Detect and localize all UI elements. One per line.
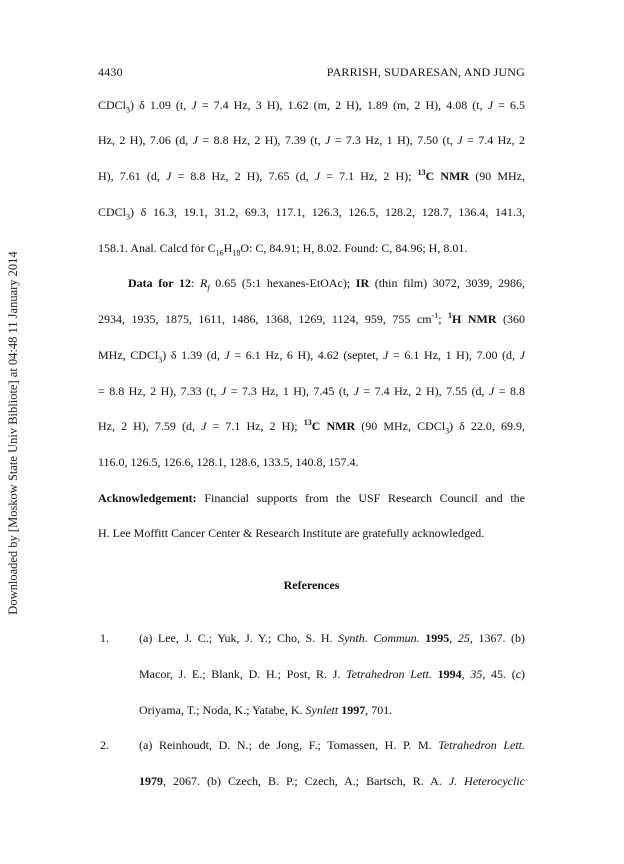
- text-line: MHz, CDCl$_3$) δ 1.39 (d, J = 6.1 Hz, 6 H), 4.62 (septet, J = 6.1 Hz, 1 H), 7.00 (d, J: [98, 348, 525, 364]
- running-head: PARRISH, SUDARESAN, AND JUNG: [326, 65, 525, 79]
- reference-line: Oriyama, T.; Noda, K.; Yatabe, K. Synlett 1997, 701.: [139, 703, 393, 717]
- text-line: 116.0, 126.5, 126.6, 128.1, 128.6, 133.5, 140.8, 157.4.: [98, 455, 359, 469]
- data-12-heading-line: Data for 12: $R_f$ 0.65 (5:1 hexanes-EtOAc); IR (thin film) 3072, 3039, 2986,: [128, 276, 525, 292]
- text-line: CDCl$_3$) δ 16.3, 19.1, 31.2, 69.3, 117.1, 126.3, 126.5, 128.2, 128.7, 136.4, 141.3,: [98, 205, 525, 221]
- acknowledgement-line: H. Lee Moffitt Cancer Center & Research Institute are gratefully acknowledged.: [98, 526, 485, 540]
- reference-number: 2.: [100, 738, 109, 752]
- acknowledgement-line: Acknowledgement: Financial supports from the USF Research Council and the: [98, 491, 525, 505]
- reference-line: (a) Reinhoudt, D. N.; de Jong, F.; Tomassen, H. P. M. Tetrahedron Lett.: [139, 738, 525, 752]
- references-heading: References: [283, 578, 340, 592]
- text-line: H), 7.61 (d, J = 8.8 Hz, 2 H), 7.65 (d, J = 7.1 Hz, 2 H); $^{13}$C NMR (90 MHz,: [98, 168, 525, 183]
- reference-line: 1979, 2067. (b) Czech, B. P.; Czech, A.; Bartsch, R. A. J. Heterocyclic: [139, 774, 525, 788]
- page-header: [98, 64, 525, 80]
- text-line: Hz, 2 H), 7.59 (d, J = 7.1 Hz, 2 H); $^{13}$C NMR (90 MHz, CDCl$_3$) δ 22.0, 69.9,: [98, 418, 525, 435]
- download-stamp-text: Downloaded by [Moskow State Univ Bibliote] at 04:48 11 January 2014: [6, 251, 20, 615]
- reference-line: Macor, J. E.; Blank, D. H.; Post, R. J. Tetrahedron Lett. 1994, 35, 45. (c): [139, 667, 525, 681]
- text-line: 158.1. Anal. Calcd for $C_{16}H_{18}O$: C, 84.91; H, 8.02. Found: C, 84.96; H, 8.01.: [98, 241, 468, 257]
- download-stamp: [3, 233, 23, 633]
- text-line: = 8.8 Hz, 2 H), 7.33 (t, J = 7.3 Hz, 1 H), 7.45 (t, J = 7.4 Hz, 2 H), 7.55 (d, J = 8.8: [98, 384, 525, 398]
- reference-line: (a) Lee, J. C.; Yuk, J. Y.; Cho, S. H. Synth. Commun. 1995, 25, 1367. (b): [139, 631, 525, 645]
- text-line: 2934, 1935, 1875, 1611, 1486, 1368, 1269, 1124, 959, 755 $cm^{-1}$; $^1$H NMR (360: [98, 311, 525, 326]
- page-number: 4430: [98, 65, 123, 79]
- text-line: Hz, 2 H), 7.06 (d, J = 8.8 Hz, 2 H), 7.39 (t, J = 7.3 Hz, 1 H), 7.50 (t, J = 7.4 Hz, 2: [98, 133, 525, 147]
- text-line: CDCl$_3$) δ 1.09 (t, J = 7.4 Hz, 3 H), 1.62 (m, 2 H), 1.89 (m, 2 H), 4.08 (t, J = 6.5: [98, 98, 525, 114]
- reference-number: 1.: [100, 631, 109, 645]
